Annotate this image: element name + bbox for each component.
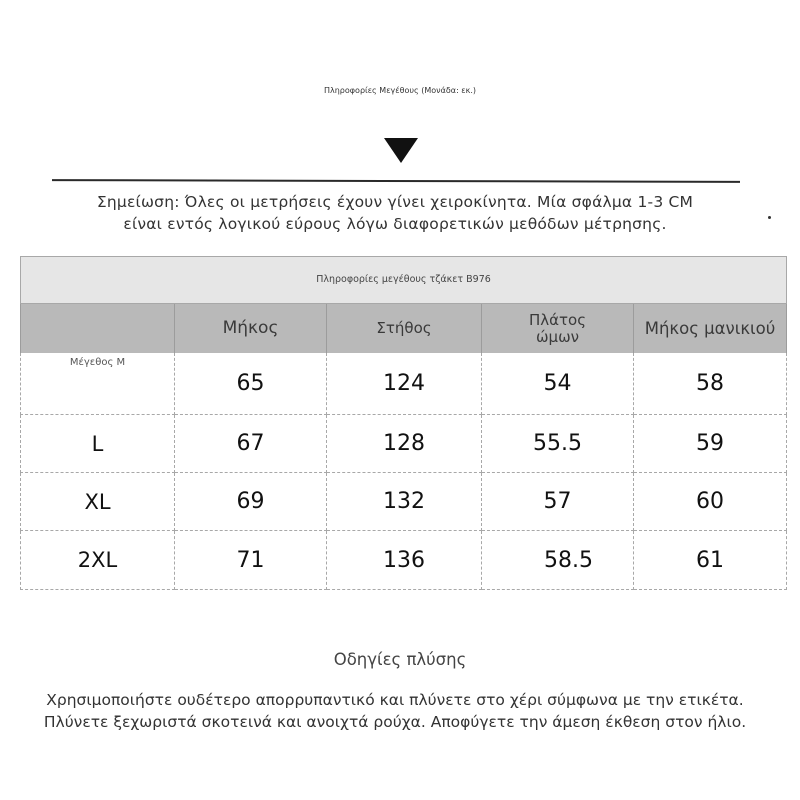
down-triangle-icon bbox=[384, 138, 418, 163]
size-info-header: Πληροφορίες Μεγέθους (Μονάδα: εκ.) bbox=[323, 86, 477, 95]
wash-line-2: Πλύνετε ξεχωριστά σκοτεινά και ανοιχτά ρούχα. Αποφύγετε την άμεση έκθεση στον ήλιο. bbox=[43, 713, 747, 731]
row-size-label: 2XL bbox=[20, 531, 175, 590]
cell-chest: 128 bbox=[327, 415, 482, 473]
cell-shoulder: 54 bbox=[482, 353, 634, 415]
cell-shoulder: 58.5 bbox=[482, 531, 634, 590]
cell-shoulder: 55.5 bbox=[482, 415, 634, 473]
header-chest: Στήθος bbox=[327, 304, 482, 353]
cell-sleeve: 59 bbox=[634, 415, 787, 473]
note-line-1: Σημείωση: Όλες οι μετρήσεις έχουν γίνει χειροκίνητα. Μία σφάλμα 1-3 CM bbox=[96, 193, 694, 211]
cell-length: 67 bbox=[175, 415, 327, 473]
wash-title: Οδηγίες πλύσης bbox=[333, 650, 467, 669]
cell-sleeve: 60 bbox=[634, 473, 787, 531]
cell-shoulder: 57 bbox=[482, 473, 634, 531]
size-table bbox=[20, 304, 787, 590]
cell-length: 65 bbox=[175, 353, 327, 415]
header-length: Μήκος bbox=[175, 304, 327, 353]
cell-length: 71 bbox=[175, 531, 327, 590]
note-line-2: είναι εντός λογικού εύρους λόγω διαφορετικών μεθόδων μέτρησης. bbox=[123, 215, 667, 233]
cell-chest: 136 bbox=[327, 531, 482, 590]
table-title: Πληροφορίες μεγέθους τζάκετ B976 bbox=[20, 256, 787, 304]
cell-sleeve: 58 bbox=[634, 353, 787, 415]
wash-instructions bbox=[0, 689, 790, 733]
header-size bbox=[20, 304, 175, 353]
header-sleeve-length: Μήκος μανικιού bbox=[634, 304, 787, 353]
cell-length: 69 bbox=[175, 473, 327, 531]
cell-chest: 124 bbox=[327, 353, 482, 415]
wash-line-1: Χρησιμοποιήστε ουδέτερο απορρυπαντικό και πλύνετε στο χέρι σύμφωνα με την ετικέτα. bbox=[46, 691, 744, 709]
stray-dot bbox=[768, 216, 771, 219]
row-size-label: XL bbox=[20, 473, 175, 531]
measurement-note bbox=[0, 191, 790, 235]
cell-chest: 132 bbox=[327, 473, 482, 531]
row-size-label: L bbox=[20, 415, 175, 473]
row-size-label: Μέγεθος M bbox=[20, 353, 175, 415]
divider bbox=[52, 179, 740, 183]
cell-sleeve: 61 bbox=[634, 531, 787, 590]
header-shoulder-width: Πλάτος ώμων bbox=[482, 304, 634, 353]
